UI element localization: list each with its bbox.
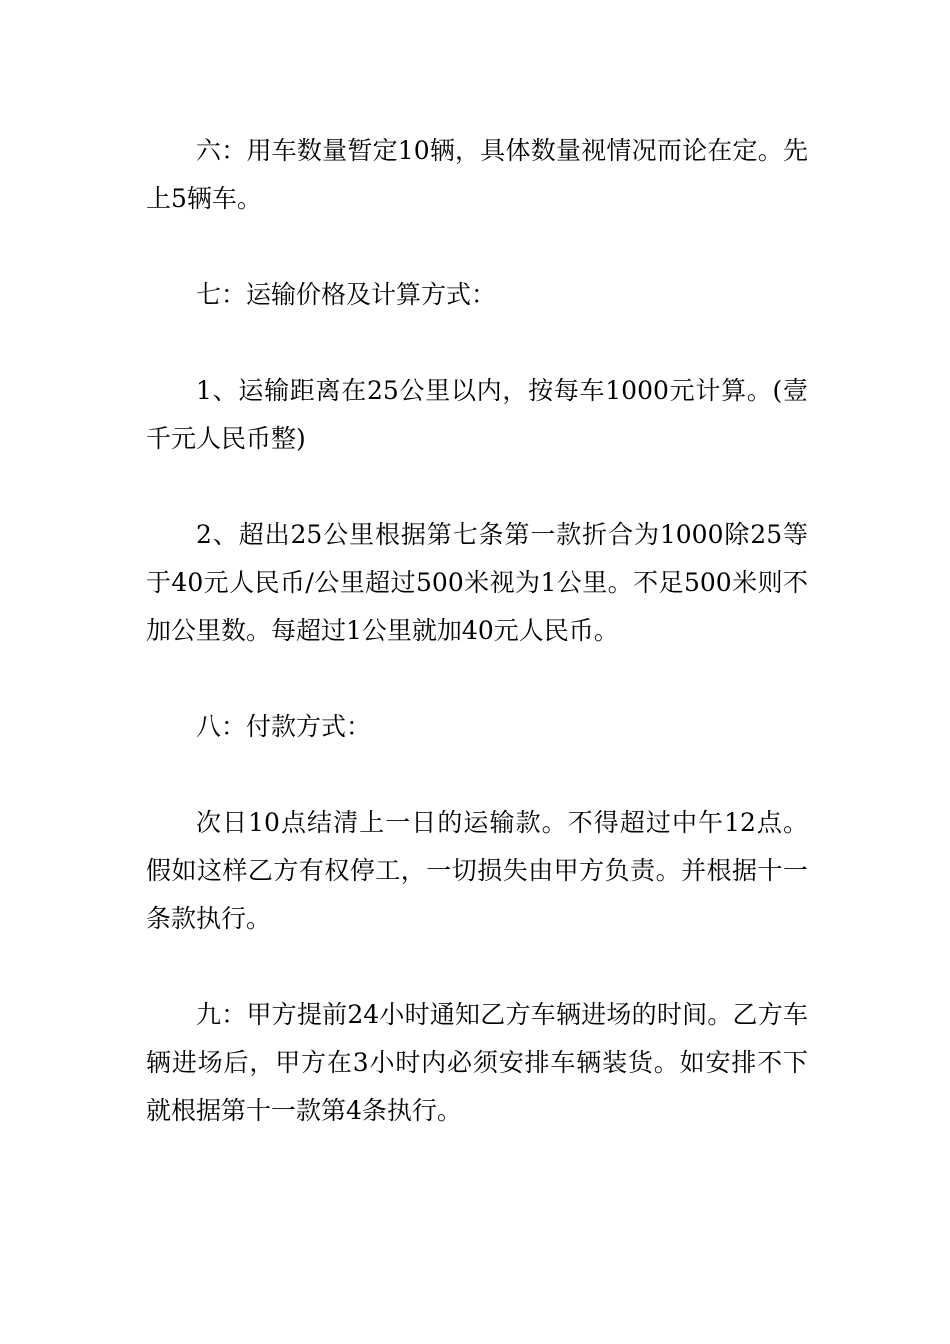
document-body [146,127,808,1135]
paragraph-payment-terms: 次日10点结清上一日的运输款。不得超过中午12点。假如这样乙方有权停工，一切损失由甲方负责。并根据十一条款执行。 [146,808,808,933]
paragraph-item-9-notice: 九：甲方提前24小时通知乙方车辆进场的时间。乙方车辆进场后，甲方在3小时内必须安排车辆装货。如安排不下就根据第十一款第4条执行。 [146,1000,808,1125]
paragraph-heading-8-payment: 八：付款方式： [196,712,372,741]
paragraph-pricing-clause-2: 2、超出25公里根据第七条第一款折合为1000除25等于40元人民币/公里超过500米视为1公里。不足500米则不加公里数。每超过1公里就加40元人民币。 [146,520,808,645]
paragraph-pricing-clause-1: 1、运输距离在25公里以内，按每车1000元计算。(壹千元人民币整) [146,376,808,453]
paragraph-heading-7-pricing: 七：运输价格及计算方式： [196,280,497,309]
paragraph-item-6-vehicle-count: 六：用车数量暂定10辆，具体数量视情况而论在定。先上5辆车。 [146,136,808,213]
